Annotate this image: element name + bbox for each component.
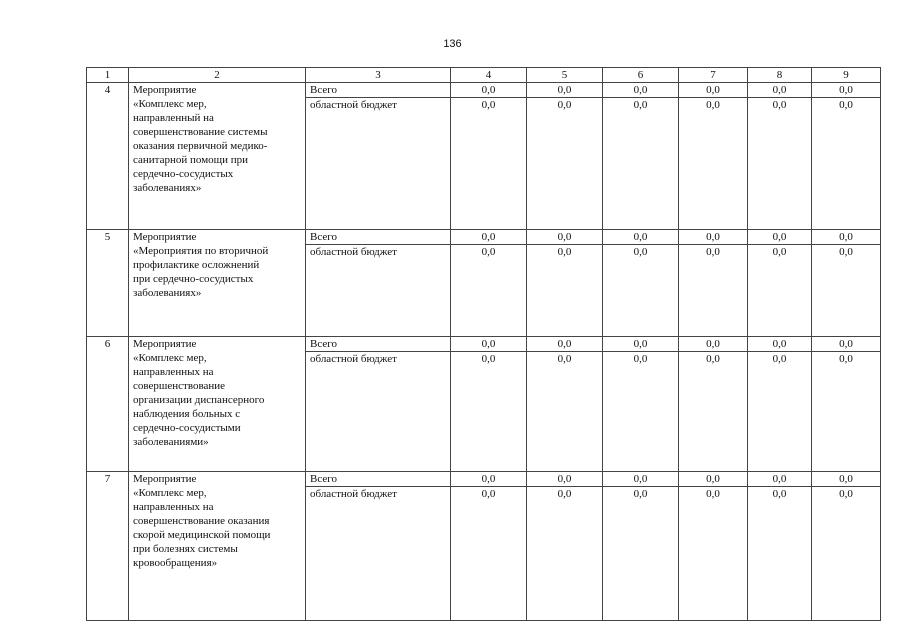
funding-value: 0,0: [527, 487, 603, 621]
funding-source-label: областной бюджет: [306, 352, 451, 472]
column-header: 2: [129, 68, 306, 83]
funding-source-label: областной бюджет: [306, 98, 451, 230]
funding-value: 0,0: [748, 337, 812, 352]
funding-value: 0,0: [812, 487, 881, 621]
funding-value: 0,0: [748, 487, 812, 621]
funding-value: 0,0: [679, 98, 748, 230]
funding-value: 0,0: [603, 98, 679, 230]
funding-value: 0,0: [679, 487, 748, 621]
funding-value: 0,0: [679, 245, 748, 337]
funding-value: 0,0: [679, 352, 748, 472]
funding-value: 0,0: [603, 352, 679, 472]
funding-value: 0,0: [812, 352, 881, 472]
funding-value: 0,0: [812, 472, 881, 487]
funding-value: 0,0: [527, 230, 603, 245]
funding-value: 0,0: [812, 83, 881, 98]
table-row: [87, 337, 881, 352]
funding-value: 0,0: [451, 352, 527, 472]
funding-value: 0,0: [812, 230, 881, 245]
budget-table: [86, 67, 881, 621]
funding-source-label: областной бюджет: [306, 487, 451, 621]
funding-value: 0,0: [679, 230, 748, 245]
column-header: 5: [527, 68, 603, 83]
measure-description: Мероприятие «Комплекс мер, направленных на совершенствование оказания скорой медицинской помощи при болезнях системы кровообращения»: [129, 472, 306, 621]
funding-value: 0,0: [603, 472, 679, 487]
header-row: [87, 68, 881, 83]
funding-value: 0,0: [748, 352, 812, 472]
funding-value: 0,0: [451, 337, 527, 352]
funding-source-label: Всего: [306, 472, 451, 487]
funding-value: 0,0: [451, 230, 527, 245]
measure-description: Мероприятие «Комплекс мер, направленный на совершенствование системы оказания первичной медико- санитарной помощи при сердечно-сосудистых заболеваниях»: [129, 83, 306, 230]
funding-value: 0,0: [812, 337, 881, 352]
funding-value: 0,0: [748, 83, 812, 98]
row-number: 5: [87, 230, 129, 337]
funding-value: 0,0: [527, 472, 603, 487]
funding-source-label: Всего: [306, 230, 451, 245]
table-row: [87, 83, 881, 98]
column-header: 7: [679, 68, 748, 83]
funding-value: 0,0: [527, 337, 603, 352]
column-header: 3: [306, 68, 451, 83]
measure-description: Мероприятие «Комплекс мер, направленных на совершенствование организации диспансерного наблюдения больных с сердечно-сосудистыми заболеваниями»: [129, 337, 306, 472]
funding-value: 0,0: [527, 352, 603, 472]
funding-value: 0,0: [812, 98, 881, 230]
funding-source-label: Всего: [306, 83, 451, 98]
measure-description: Мероприятие «Мероприятия по вторичной профилактике осложнений при сердечно-сосудистых заболеваниях»: [129, 230, 306, 337]
column-header: 4: [451, 68, 527, 83]
row-number: 7: [87, 472, 129, 621]
column-header: 6: [603, 68, 679, 83]
table-row: [87, 230, 881, 245]
funding-value: 0,0: [527, 245, 603, 337]
funding-value: 0,0: [679, 337, 748, 352]
funding-value: 0,0: [603, 245, 679, 337]
funding-source-label: Всего: [306, 337, 451, 352]
page-number: 136: [443, 38, 462, 50]
funding-value: 0,0: [748, 230, 812, 245]
funding-value: 0,0: [451, 472, 527, 487]
funding-value: 0,0: [679, 83, 748, 98]
funding-value: 0,0: [812, 245, 881, 337]
funding-value: 0,0: [451, 98, 527, 230]
funding-value: 0,0: [748, 98, 812, 230]
funding-value: 0,0: [603, 487, 679, 621]
funding-value: 0,0: [748, 245, 812, 337]
funding-source-label: областной бюджет: [306, 245, 451, 337]
funding-value: 0,0: [603, 337, 679, 352]
funding-value: 0,0: [748, 472, 812, 487]
funding-value: 0,0: [527, 83, 603, 98]
funding-value: 0,0: [603, 230, 679, 245]
funding-value: 0,0: [603, 83, 679, 98]
funding-value: 0,0: [527, 98, 603, 230]
funding-value: 0,0: [451, 487, 527, 621]
funding-value: 0,0: [451, 245, 527, 337]
table-row: [87, 472, 881, 487]
column-header: 8: [748, 68, 812, 83]
column-header: 1: [87, 68, 129, 83]
row-number: 4: [87, 83, 129, 230]
column-header: 9: [812, 68, 881, 83]
funding-value: 0,0: [451, 83, 527, 98]
row-number: 6: [87, 337, 129, 472]
funding-value: 0,0: [679, 472, 748, 487]
